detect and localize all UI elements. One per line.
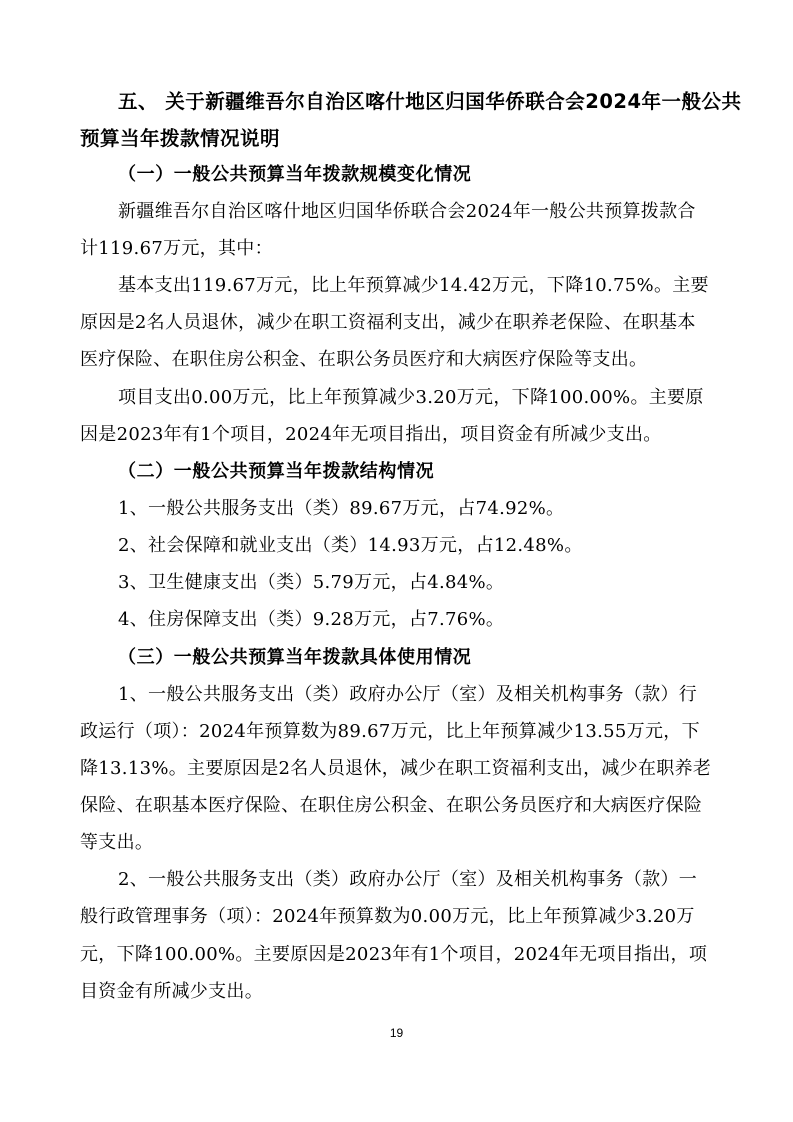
part2-title: （二）一般公共预算当年拨款结构情况 [118, 461, 435, 482]
part3-item1-line5: 等支出。 [80, 832, 154, 853]
page-number: 19 [389, 1026, 404, 1040]
part3-item2-line3: 元，下降100.00%。主要原因是2023年有1个项目，2024年无项目指出，项 [80, 944, 708, 965]
section-heading-line-2: 预算当年拨款情况说明 [80, 127, 281, 150]
section-heading-line-1: 五、 关于新疆维吾尔自治区喀什地区归国华侨联合会2024年一般公共 [118, 90, 742, 113]
part2-item-2: 2、社会保障和就业支出（类）14.93万元，占12.48%。 [118, 535, 583, 556]
part2-item-1: 1、一般公共服务支出（类）89.67万元，占74.92%。 [118, 498, 565, 519]
part3-item1-line1: 1、一般公共服务支出（类）政府办公厅（室）及相关机构事务（款）行 [118, 684, 698, 705]
part1-paragraph2-line3: 医疗保险、在职住房公积金、在职公务员医疗和大病医疗保险等支出。 [80, 349, 648, 370]
part1-paragraph3-line2: 因是2023年有1个项目，2024年无项目指出，项目资金有所减少支出。 [80, 424, 662, 445]
part2-item-3: 3、卫生健康支出（类）5.79万元，占4.84%。 [118, 572, 505, 593]
part1-title: （一）一般公共预算当年拨款规模变化情况 [118, 164, 472, 185]
part3-item2-line1: 2、一般公共服务支出（类）政府办公厅（室）及相关机构事务（款）一 [118, 869, 698, 890]
part3-item2-line4: 目资金有所减少支出。 [80, 981, 263, 1002]
part3-item2-line2: 般行政管理事务（项）：2024年预算数为0.00万元，比上年预算减少3.20万 [80, 906, 695, 927]
part1-paragraph2-line1: 基本支出119.67万元，比上年预算减少14.42万元，下降10.75%。主要 [118, 275, 709, 296]
part1-paragraph1-line1: 新疆维吾尔自治区喀什地区归国华侨联合会2024年一般公共预算拨款合 [118, 201, 696, 222]
part3-item1-line3: 降13.13%。主要原因是2名人员退休，减少在职工资福利支出，减少在职养老 [80, 758, 712, 779]
part1-paragraph3-line1: 项目支出0.00万元，比上年预算减少3.20万元，下降100.00%。主要原 [118, 387, 704, 408]
part1-paragraph2-line2: 原因是2名人员退休，减少在职工资福利支出，减少在职养老保险、在职基本 [80, 312, 696, 333]
part1-paragraph1-line2: 计119.67万元，其中： [80, 238, 273, 259]
part2-item-4: 4、住房保障支出（类）9.28万元，占7.76%。 [118, 609, 505, 630]
part3-item1-line4: 保险、在职基本医疗保险、在职住房公积金、在职公务员医疗和大病医疗保险 [80, 795, 703, 816]
part3-item1-line2: 政运行（项）：2024年预算数为89.67万元，比上年预算减少13.55万元，下 [80, 721, 700, 742]
part3-title: （三）一般公共预算当年拨款具体使用情况 [118, 647, 472, 668]
